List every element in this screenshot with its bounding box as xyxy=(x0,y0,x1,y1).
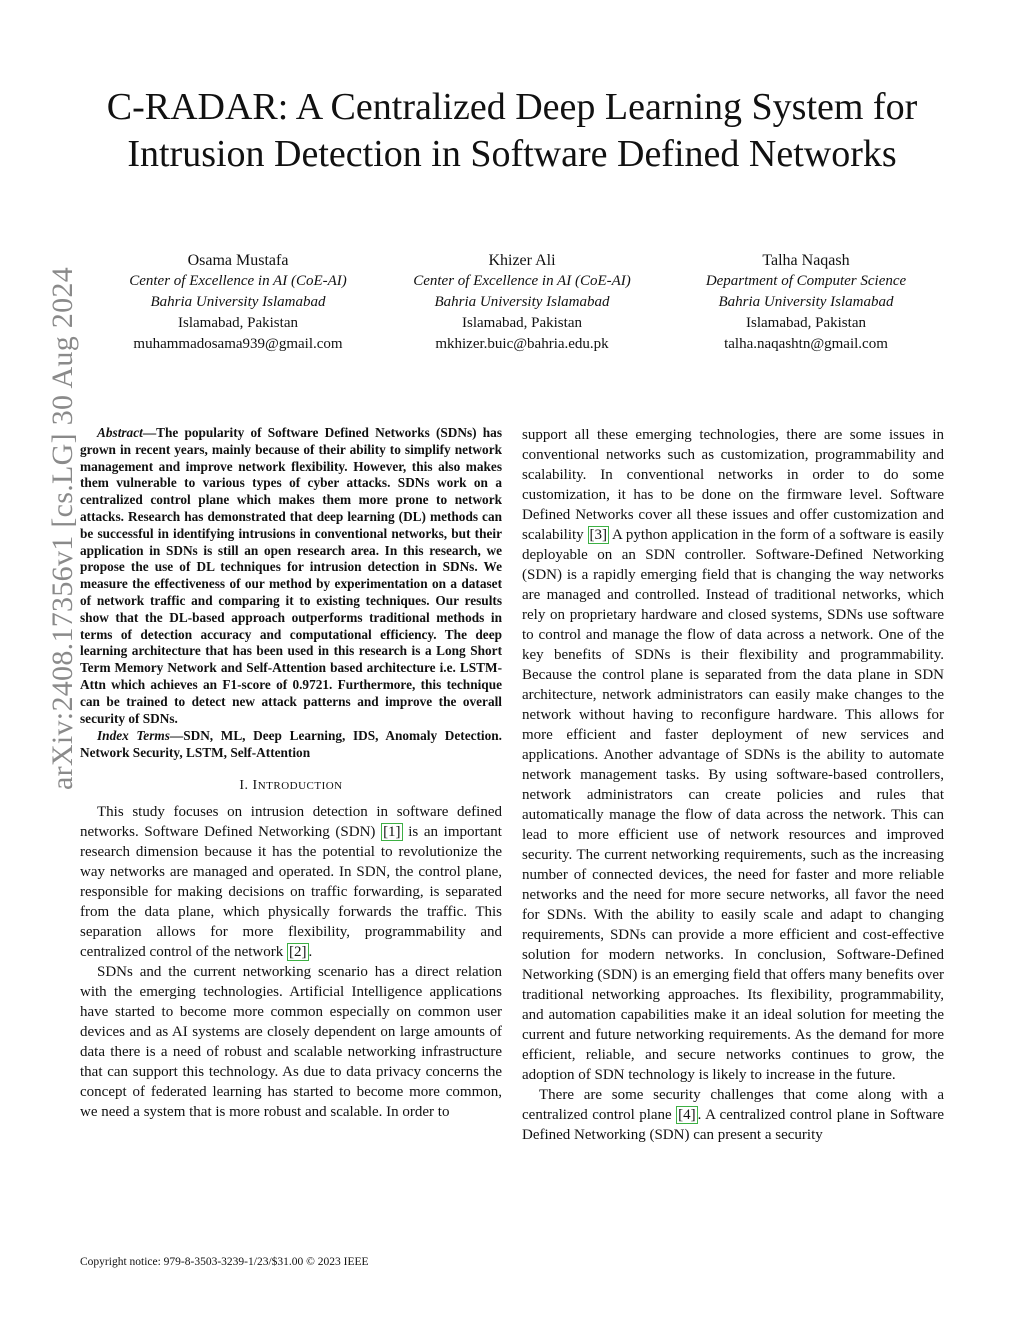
citation-link[interactable]: [3] xyxy=(589,527,608,543)
author-affiliation: Center of Excellence in AI (CoE-AI) xyxy=(413,273,631,289)
author-2 xyxy=(380,250,664,355)
arxiv-identifier: arXiv:2408.17356v1 [cs.LG] 30 Aug 2024 xyxy=(46,266,79,790)
paragraph: There are some security challenges that come along with a centralized control plane [4] . A centralized control plane in Software Defined Networking (SDN) can present a security xyxy=(522,1087,944,1143)
index-terms-text: —SDN, ML, Deep Learning, IDS, Anomaly Detection. Network Security, LSTM, Self-Attention xyxy=(80,728,502,761)
copyright-notice: Copyright notice: 979-8-3503-3239-1/23/$31.00 © 2023 IEEE xyxy=(80,1256,369,1268)
author-affiliation: Department of Computer Science xyxy=(705,273,907,289)
author-location: Islamabad, Pakistan xyxy=(746,315,866,331)
author-email[interactable]: muhammadosama939@gmail.com xyxy=(133,336,343,352)
author-affiliation: Center of Excellence in AI (CoE-AI) xyxy=(129,273,347,289)
index-terms xyxy=(80,728,502,762)
paragraph: support all these emerging technologies, there are some issues in conventional networks such as customization, programmability and scalability. In conventional networks in order to do some customization, it has to be done on the firmware level. Software Defined Networks cover all these issues and offer customization and scalability [3] A python application in the form of a software is easily deployable on an SDN controller. Software-Defined Networking (SDN) is a rapidly emerging field that is changing the way networks are managed and controlled. Instead of traditional networks, which rely on proprietary hardware and closed systems, SDNs use software to control and manage the flow of data across a network. One of the key benefits of SDNs is their flexibility and programmability. Because the control plane is separated from the data plane in SDN architecture, network administrators can easily make changes to the network without having to reconfigure hardware. This allows for more efficient and faster deployment of new services and applications. Another advantage of SDNs is the ability to automate network management tasks. By using software-based controllers, network administrators can create policies and rules that automatically manage the flow of data across the network. This can lead to more efficient use of network resources and improved security. The current networking requirements, such as the increasing number of connected devices, the need for faster and more reliable networks and the need for more secure networks, all favor the need for SDNs. With the ability to easily scale and adapt to changing requirements, SDNs can provide a more efficient and cost-effective solution for modern networks. In conclusion, Software-Defined Networking (SDN) is an emerging field that offers many benefits over traditional networking approaches. Its flexibility, programmability, and automation capabilities make it an ideal solution for meeting the current and future networking requirements. As the demand for more efficient, reliable, and secure networks continues to grow, the adoption of SDN technology is likely to increase in the future. xyxy=(522,427,944,1083)
author-name: Khizer Ali xyxy=(488,252,556,269)
paper-title: C-RADAR: A Centralized Deep Learning System for Intrusion Detection in Software Defined Networks xyxy=(106,86,918,175)
author-university: Bahria University Islamabad xyxy=(434,294,610,310)
paragraph: SDNs and the current networking scenario has a direct relation with the emerging technologies. Artificial Intelligence applications have started to become more common especially on common user devices and as AI systems are closely dependent on large amounts of data there is a need of robust and scalable networking infrastructure that can support this technology. As due to data privacy concerns the concept of federated learning has started to become more common, we need a system that is more robust and scalable. In order to xyxy=(80,963,502,1120)
author-name: Osama Mustafa xyxy=(187,252,289,269)
author-name: Talha Naqash xyxy=(762,252,850,269)
citation-link[interactable]: [1] xyxy=(383,823,401,840)
abstract xyxy=(80,425,502,727)
author-email[interactable]: talha.naqashtn@gmail.com xyxy=(724,336,888,352)
author-email[interactable]: mkhizer.buic@bahria.edu.pk xyxy=(435,336,609,352)
author-1 xyxy=(96,250,380,355)
citation-link[interactable]: [2] xyxy=(289,943,307,960)
author-university: Bahria University Islamabad xyxy=(718,294,894,310)
abstract-text: —The popularity of Software Defined Networks (SDNs) has grown in recent years, mainly because of their ability to simplify network management and improve network flexibility. However, this also makes them vulnerable to various types of cyber attacks. SDNs work on a centralized control plane which makes them more prone to network attacks. Research has demonstrated that deep learning (DL) methods can be successful in identifying intrusions in conventional networks, but their application in SDNs is still an open research area. In this research, we propose the use of DL techniques for intrusion detection in SDNs. We measure the effectiveness of our method by experimentation on a dataset of network traffic and comparing it to existing techniques. Our results show that the DL-based approach outperforms traditional methods in terms of detection accuracy and computational efficiency. The deep learning architecture that has been used in this research is a Long Short Term Memory Network and Self-Attention based architecture i.e. LSTM-Attn which achieves an F1-score of 0.9721. Furthermore, this technique can be trained to detect new attack patterns and improve the overall security of SDNs. xyxy=(80,425,502,726)
index-terms-label: Index Terms xyxy=(97,728,170,744)
right-column xyxy=(522,425,944,1145)
paragraph: This study focuses on intrusion detection in software defined networks. Software Defined Networking (SDN) [1] is an important research dimension because it has the potential to revolutionize the way networks are managed and operated. In SDN, the control plane, responsible for making decisions on traffic forwarding, is separated from the data plane, which physically forwards the traffic. This separation allows for more flexibility, programmability and centralized control of the network [2] . xyxy=(80,803,502,960)
author-location: Islamabad, Pakistan xyxy=(178,315,298,331)
left-column xyxy=(80,425,502,1122)
citation-link[interactable]: [4] xyxy=(678,1107,696,1123)
author-university: Bahria University Islamabad xyxy=(150,294,326,310)
section-heading-introduction: I. INTRODUCTION xyxy=(239,777,343,793)
author-block xyxy=(96,250,948,355)
author-location: Islamabad, Pakistan xyxy=(462,315,582,331)
author-3 xyxy=(664,250,948,355)
abstract-label: Abstract xyxy=(97,425,143,440)
